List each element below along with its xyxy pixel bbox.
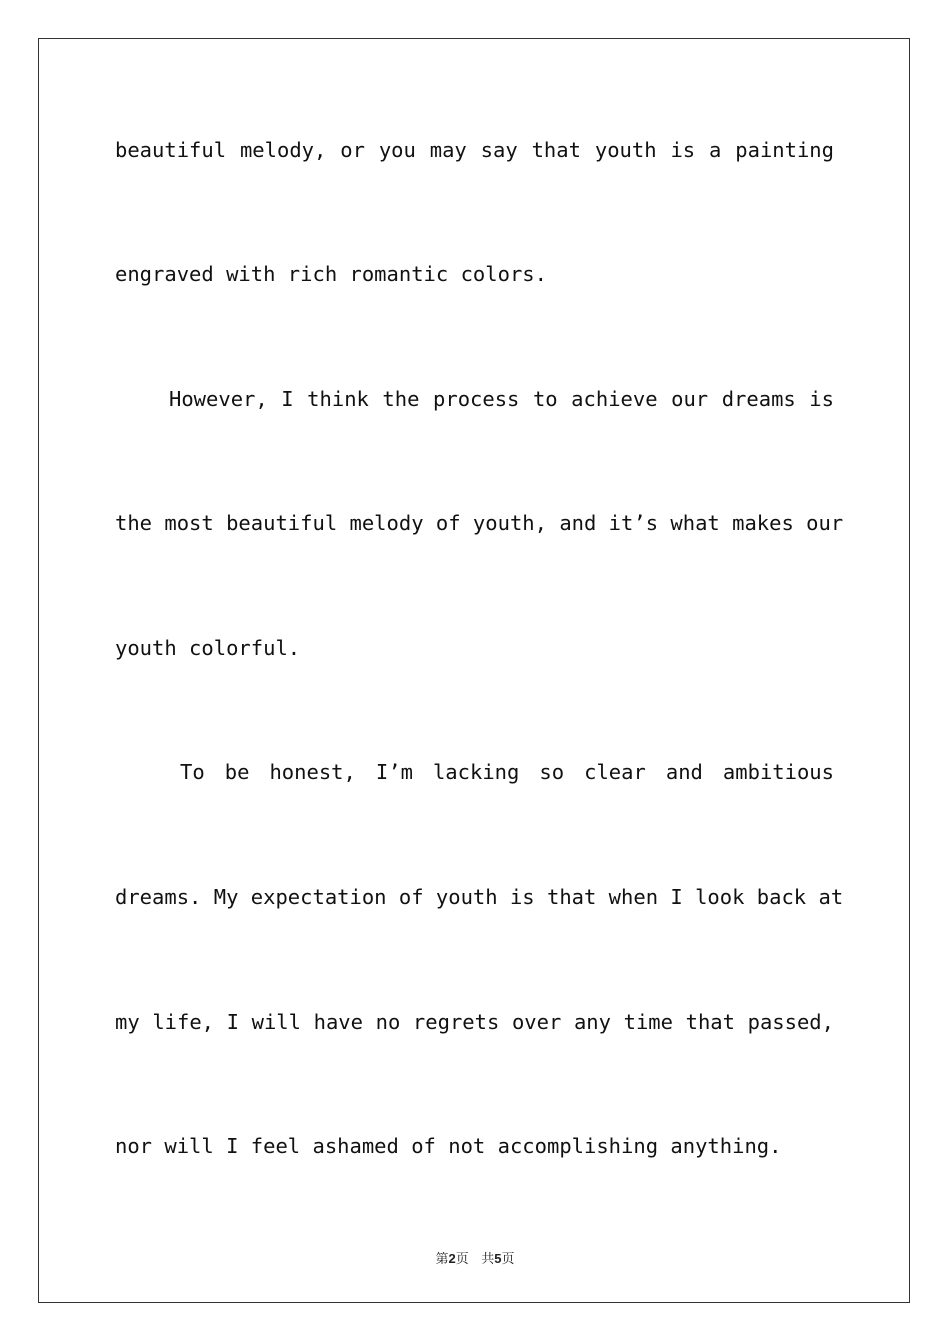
footer-total-pages: 5	[494, 1251, 502, 1266]
body-line-1: beautiful melody, or you may say that youth is a painting	[115, 138, 834, 162]
body-line-8: my life, I will have no regrets over any time that passed,	[115, 1010, 834, 1034]
footer-page-suffix: 页	[455, 1252, 469, 1267]
body-line-9: nor will I feel ashamed of not accomplishing anything.	[115, 1134, 782, 1158]
footer-current-page: 2	[448, 1251, 456, 1266]
page-border	[38, 38, 910, 1303]
page-footer	[0, 1248, 950, 1267]
body-line-2: engraved with rich romantic colors.	[115, 262, 547, 286]
footer-total-prefix: 共	[481, 1252, 495, 1267]
footer-page-prefix: 第	[435, 1252, 449, 1267]
body-line-6: To be honest, I’m lacking so clear and ambitious	[180, 760, 834, 784]
body-line-7: dreams. My expectation of youth is that when I look back at	[115, 885, 844, 909]
body-line-5: youth colorful.	[115, 636, 301, 660]
footer-total-suffix: 页	[501, 1252, 515, 1267]
body-line-3: However, I think the process to achieve our dreams is	[169, 387, 834, 411]
body-line-4: the most beautiful melody of youth, and it’s what makes our	[115, 511, 844, 535]
